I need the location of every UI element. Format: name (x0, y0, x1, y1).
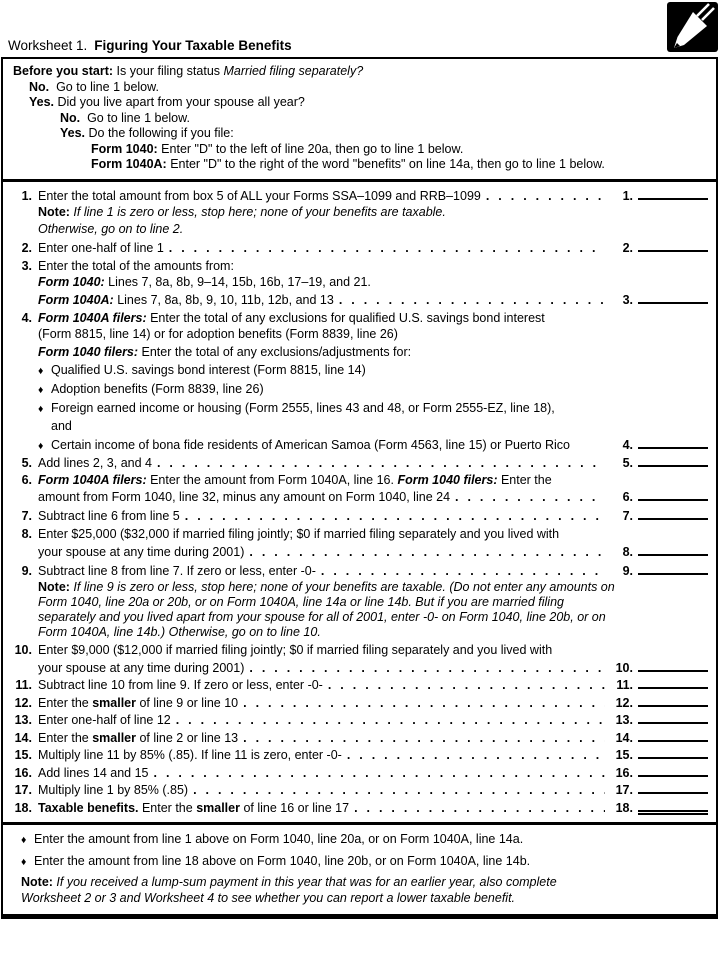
bullet-row (11, 437, 708, 454)
line-13-row (11, 712, 708, 728)
dot-leader (321, 564, 605, 579)
row-text: Note: If line 9 is zero or less, stop here; none of your benefits are taxable. (Do not enter any amounts on Form 1040, line 20a or 20b, or on Form 1040A, line 14a or line 14b. But if you are married filing separately and you lived apart from your spouse for all of 2001, enter -0- on Form 1040, line 20b, or on Form 1040A, line 14b.) Otherwise, go on to line 10. (38, 580, 615, 639)
row-text: and (51, 418, 72, 433)
line-15-row (11, 747, 708, 763)
answer-number: 13. (615, 713, 633, 727)
line-9-row (11, 563, 708, 579)
form-1040a-instruction-row (13, 157, 706, 173)
row-text: Enter one-half of line 1 (38, 240, 164, 255)
line-7-row (11, 508, 708, 524)
worksheet-lines-section (3, 182, 716, 826)
dot-leader (185, 509, 605, 524)
answer-number: 15. (615, 748, 633, 762)
line-number: 18. (14, 800, 32, 815)
answer-blank-4[interactable] (638, 437, 708, 449)
continuation-row (11, 419, 708, 434)
line-number: 12. (14, 695, 32, 710)
pencil-icon (667, 2, 718, 52)
diamond-bullet-icon: ♦ (38, 365, 44, 377)
line-number: 11. (15, 678, 32, 692)
line-16-row (11, 765, 708, 781)
dot-leader (193, 783, 605, 798)
row-text: Form 1040: Enter "D" to the left of line 20a, then go to line 1 below. (91, 141, 464, 156)
row-text: No. Go to line 1 below. (29, 79, 159, 94)
continuation-row (11, 544, 708, 560)
before-you-start-section (3, 59, 716, 182)
worksheet-box (1, 57, 718, 919)
line-3-row (11, 259, 708, 274)
row-text: Foreign earned income or housing (Form 2555, lines 43 and 48, or Form 2555-EZ, line 18), (51, 401, 555, 415)
form-1040-row (11, 275, 708, 290)
row-text: Enter the total amount from box 5 of ALL your Forms SSA–1099 and RRB–1099 (38, 188, 481, 203)
dot-leader (154, 766, 605, 781)
line-number: 8. (21, 527, 32, 541)
dot-leader (354, 801, 605, 816)
answer-number: 10. (615, 660, 633, 675)
worksheet-title: Figuring Your Taxable Benefits (94, 38, 292, 53)
line-number: 5. (21, 456, 32, 470)
note-row (11, 222, 708, 237)
answer-blank-9[interactable] (638, 563, 708, 575)
dot-leader (243, 696, 605, 711)
line-number: 1. (21, 188, 32, 203)
answer-blank-14[interactable] (638, 730, 708, 742)
answer-cell (611, 677, 708, 693)
line-12-row (11, 695, 708, 711)
answer-number: 8. (622, 544, 633, 559)
form-1040a-row (11, 292, 708, 308)
form-1040-instruction-row (13, 142, 706, 158)
row-text: Subtract line 10 from line 9. If zero or less, enter -0- (38, 678, 323, 692)
answer-number: 18. (615, 800, 633, 815)
answer-number: 4. (622, 437, 633, 452)
row-text: Form 1040A: Lines 7, 8a, 8b, 9, 10, 11b, 12b, and 13 (38, 292, 334, 307)
answer-number: 2. (622, 240, 633, 255)
row-text: Certain income of bona fide residents of American Samoa (Form 4563, line 15) or Puerto Rico (51, 437, 571, 452)
answer-blank-12[interactable] (638, 695, 708, 707)
answer-cell (611, 695, 708, 711)
answer-cell (611, 544, 708, 560)
continuation-row (11, 327, 708, 342)
row-text: Subtract line 6 from line 5 (38, 509, 180, 523)
diamond-bullet-icon: ♦ (38, 439, 44, 452)
diamond-bullet-icon: ♦ (38, 384, 44, 396)
answer-blank-18[interactable] (638, 800, 708, 812)
yes-branch-row (13, 95, 706, 111)
dot-leader (249, 545, 605, 560)
line-10-row (11, 643, 708, 658)
yes-branch-row (13, 126, 706, 142)
answer-blank-11[interactable] (638, 677, 708, 689)
answer-number: 17. (615, 783, 633, 797)
answer-blank-1[interactable] (638, 188, 708, 200)
dot-leader (157, 456, 605, 471)
answer-cell (611, 455, 708, 471)
row-text: Yes. Do the following if you file: (60, 126, 234, 140)
row-text: Yes. Did you live apart from your spouse all year? (29, 95, 305, 109)
row-text: Adoption benefits (Form 8839, line 26) (51, 382, 264, 396)
footer-bullet-row (21, 832, 706, 849)
diamond-bullet-icon: ♦ (38, 403, 44, 415)
row-text: Enter $25,000 ($32,000 if married filing jointly; $0 if married filing separately and you lived with (38, 527, 560, 541)
row-text: Add lines 14 and 15 (38, 765, 149, 780)
continuation-row (11, 489, 708, 505)
no-branch-row (13, 111, 706, 127)
dot-leader (486, 189, 605, 204)
diamond-bullet-icon: ♦ (21, 855, 27, 868)
answer-blank-13[interactable] (638, 712, 708, 724)
line-4-row (11, 311, 708, 326)
answer-blank-7[interactable] (638, 508, 708, 520)
answer-blank-17[interactable] (638, 782, 708, 794)
dot-leader (347, 748, 605, 763)
line-number: 13. (14, 713, 32, 727)
footer-bullet-row (21, 854, 706, 871)
row-text: Form 1040A filers: Enter the amount from Form 1040A, line 16. Form 1040 filers: Enter the (38, 472, 552, 487)
line-number: 16. (14, 765, 32, 780)
row-text: Form 1040A: Enter "D" to the right of the word "benefits" on line 14a, then go to line 1 below. (91, 157, 605, 171)
answer-blank-16[interactable] (638, 765, 708, 777)
line-2-row (11, 240, 708, 256)
line-number: 7. (21, 509, 32, 523)
answer-number: 5. (622, 456, 633, 470)
line-17-row (11, 782, 708, 798)
no-branch-row (13, 80, 706, 96)
footer-section (3, 825, 716, 914)
row-text: Form 1040A filers: Enter the total of any exclusions for qualified U.S. savings bond interest (38, 310, 545, 325)
line-11-row (11, 677, 708, 693)
continuation-row (11, 660, 708, 676)
answer-cell (611, 188, 708, 204)
line-5-row (11, 455, 708, 471)
row-text: Before you start: Is your filing status Married filing separately? (13, 64, 364, 78)
line-1-row (11, 188, 708, 204)
row-text: Form 1040: Lines 7, 8a, 8b, 9–14, 15b, 16b, 17–19, and 21. (38, 275, 371, 289)
answer-blank-3[interactable] (638, 292, 708, 304)
answer-number: 14. (615, 730, 633, 745)
answer-number: 11. (616, 678, 633, 692)
header (0, 0, 719, 57)
row-text: Taxable benefits. Enter the smaller of line 16 or line 17 (38, 800, 350, 815)
answer-number: 12. (615, 695, 633, 710)
line-14-row (11, 730, 708, 746)
form-1040-filers-row (11, 345, 708, 360)
answer-cell (611, 660, 708, 676)
row-text: Multiply line 1 by 85% (.85) (38, 783, 189, 797)
line-number: 2. (21, 240, 32, 255)
answer-number: 7. (622, 509, 633, 523)
note-row (11, 205, 708, 220)
row-text: your spouse at any time during 2001) (38, 544, 245, 559)
row-text: Otherwise, go on to line 2. (38, 221, 184, 236)
answer-number: 9. (622, 563, 633, 578)
row-text: Multiply line 11 by 85% (.85). If line 11 is zero, enter -0- (38, 748, 342, 762)
answer-blank-8[interactable] (638, 544, 708, 556)
dot-leader (339, 293, 605, 308)
row-text: Enter the amount from line 18 above on Form 1040, line 20b, or on Form 1040A, line 14b. (34, 853, 531, 868)
row-text: amount from Form 1040, line 32, minus any amount on Form 1040, line 24 (38, 490, 451, 504)
answer-cell (611, 730, 708, 746)
line-number: 14. (14, 730, 32, 745)
row-text: Subtract line 8 from line 7. If zero or less, enter -0- (38, 563, 316, 578)
bullet-row (11, 363, 708, 379)
row-text: Note: If you received a lump-sum payment in this year that was for an earlier year, also complete Worksheet 2 or 3 and Worksheet 4 to see whether you can report a lower taxable benefit. (21, 875, 557, 905)
note-row (11, 580, 708, 640)
answer-cell (611, 782, 708, 798)
answer-cell (611, 437, 708, 453)
line-number: 6. (21, 472, 32, 487)
answer-blank-15[interactable] (638, 747, 708, 759)
answer-cell (611, 563, 708, 579)
diamond-bullet-icon: ♦ (21, 834, 27, 846)
bullet-row (11, 382, 708, 398)
dot-leader (455, 490, 605, 505)
worksheet-number-label: Worksheet 1. (8, 38, 88, 53)
row-text: Enter the smaller of line 9 or line 10 (38, 695, 239, 710)
row-text: Add lines 2, 3, and 4 (38, 456, 152, 470)
line-number: 3. (21, 258, 32, 273)
answer-cell (611, 508, 708, 524)
answer-cell (611, 489, 708, 505)
answer-cell (611, 765, 708, 781)
before-start-intro-row (13, 64, 706, 80)
answer-blank-2[interactable] (638, 240, 708, 252)
answer-blank-6[interactable] (638, 489, 708, 501)
answer-cell (611, 712, 708, 728)
dot-leader (249, 661, 605, 676)
line-6-row (11, 473, 708, 488)
dot-leader (176, 713, 605, 728)
answer-number: 16. (615, 765, 633, 780)
row-text: Enter one-half of line 12 (38, 713, 171, 727)
answer-cell (611, 800, 708, 816)
row-text: Enter the total of the amounts from: (38, 258, 234, 273)
dot-leader (243, 731, 605, 746)
row-text: Qualified U.S. savings bond interest (Form 8815, line 14) (51, 363, 366, 377)
line-8-row (11, 527, 708, 542)
row-text: Note: If line 1 is zero or less, stop here; none of your benefits are taxable. (38, 205, 446, 219)
answer-cell (611, 747, 708, 763)
footer-note-row (21, 875, 706, 906)
answer-cell (611, 240, 708, 256)
answer-blank-5[interactable] (638, 455, 708, 467)
line-number: 9. (21, 563, 32, 578)
bullet-row (11, 401, 708, 417)
answer-blank-10[interactable] (638, 660, 708, 672)
row-text: (Form 8815, line 14) or for adoption benefits (Form 8839, line 26) (38, 327, 398, 341)
answer-number: 3. (622, 292, 633, 307)
line-18-row (11, 800, 708, 816)
line-number: 10. (14, 643, 32, 657)
line-number: 4. (21, 310, 32, 325)
line-number: 15. (14, 748, 32, 762)
line-number: 17. (14, 783, 32, 797)
row-text: Enter the smaller of line 2 or line 13 (38, 730, 239, 745)
answer-number: 1. (622, 188, 633, 203)
dot-leader (169, 241, 605, 256)
dot-leader (328, 678, 605, 693)
answer-number: 6. (622, 490, 633, 504)
answer-cell (611, 292, 708, 308)
row-text: No. Go to line 1 below. (60, 110, 190, 125)
row-text: Enter the amount from line 1 above on Form 1040, line 20a, or on Form 1040A, line 14a. (34, 832, 524, 846)
row-text: your spouse at any time during 2001) (38, 660, 245, 675)
row-text: Enter $9,000 ($12,000 if married filing jointly; $0 if married filing separately and you lived with (38, 643, 553, 657)
page-title (8, 38, 292, 53)
row-text: Form 1040 filers: Enter the total of any exclusions/adjustments for: (38, 345, 412, 359)
